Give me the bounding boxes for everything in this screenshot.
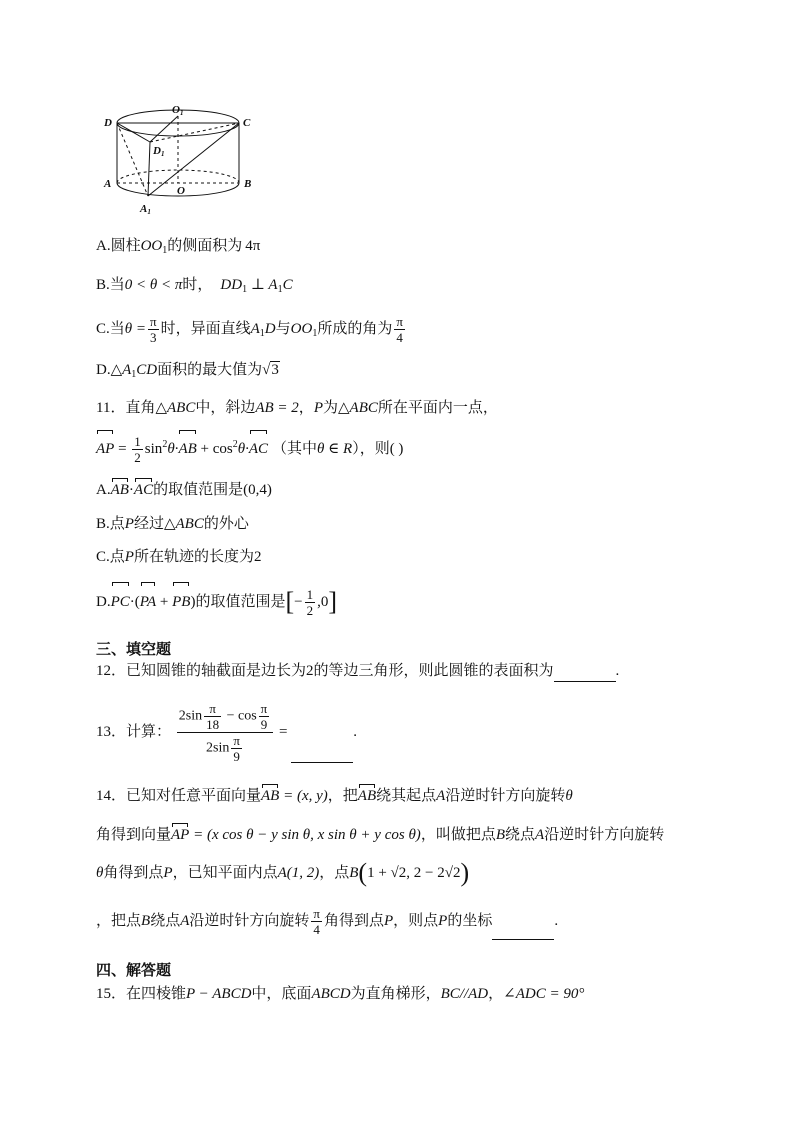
svg-text:O: [177, 185, 185, 197]
section-title-solutions: 四、解答题: [96, 961, 172, 979]
label-D1: D: [153, 145, 161, 157]
q11-option-c[interactable]: C.点P所在轨迹的长度为2: [96, 549, 262, 565]
answer-blank[interactable]: [492, 903, 554, 940]
q13: 13．计算： 2sin $\frac{\pi}{18}$ − cos $\frac{\pi}{9}$ 2sin $\frac{\pi}{9}$ = .: [96, 701, 357, 764]
label-B: B: [244, 178, 252, 190]
sqrt-symbol: √: [262, 362, 271, 378]
fraction-pi-4: $\frac{\pi}{4}$: [396, 314, 403, 346]
label-A1: A: [140, 203, 148, 215]
q14-line-3: θ角得到点P，已知平面内点A(1, 2)，点B(1 + √2, 2 − 2√2): [96, 858, 470, 887]
q10-option-a[interactable]: A.圆柱$OO_1$的侧面积为 4π: [96, 238, 261, 256]
q10-option-b[interactable]: B.当0 < θ < π时， $DD_1$ ⊥ $A_1C$: [96, 277, 293, 295]
vector-ap: AP: [96, 432, 114, 466]
section-title-fill-in: 三、填空题: [96, 640, 172, 658]
svg-text:D1: D1: [153, 145, 165, 158]
svg-text:C: [243, 117, 251, 129]
q15: 15．在四棱锥P − ABCD中，底面ABCD为直角梯形，BC//AD，∠ADC = 90°: [96, 986, 585, 1002]
svg-text:A: [103, 178, 111, 190]
q14-line-2: 角得到向量AP = (x cos θ − y sin θ, x sin θ + y cos θ)，叫做把点B绕点A沿逆时针方向旋转: [96, 827, 665, 843]
svg-text:A1: A1: [140, 203, 151, 216]
fraction-pi-3: $\frac{\pi}{3}$: [150, 314, 157, 346]
q11-stem: 11．直角△ABC中，斜边AB = 2，P为△ABC所在平面内一点，: [96, 400, 498, 416]
cylinder-figure: [98, 102, 268, 224]
q11-option-a[interactable]: A.AB·AC的取值范围是(0,4): [96, 482, 272, 498]
q14-line-4: ，把点B绕点A沿逆时针方向旋转 $\frac{\pi}{4}$ 角得到点P，则点P的坐标 .: [96, 903, 558, 940]
vector-ab: AB: [178, 432, 196, 466]
answer-blank[interactable]: [291, 702, 353, 763]
label-D: D: [104, 117, 112, 129]
label-A: A: [104, 178, 112, 190]
q10-option-d[interactable]: $D.\triangle A_1CD$面积的最大值为√3: [96, 362, 279, 380]
q11-option-d[interactable]: D.PC·(PA + PB)的取值范围是[− $\frac{1}{2}$ ,0]: [96, 584, 337, 620]
q13-fraction: 2sin $\frac{\pi}{18}$ − cos $\frac{\pi}{9}$ 2sin $\frac{\pi}{9}$: [177, 701, 273, 764]
q11-formula: AP = $\frac{1}{2}$ $\sin^2\theta\cdot AB + \cos^2\theta\cdot AC$ （其中θ ∈ R），则( ): [96, 428, 403, 466]
vector-ac: AC: [249, 432, 268, 466]
q14-line-1: 14．已知对任意平面向量AB = (x, y)，把AB绕其起点A沿逆时针方向旋转θ: [96, 788, 573, 804]
answer-blank[interactable]: [554, 661, 616, 682]
svg-text:O1: O1: [172, 104, 184, 117]
label-C: C: [243, 117, 251, 129]
svg-text:D: [103, 117, 112, 129]
q10-option-c[interactable]: C.当θ = $\frac{\pi}{3}$ 时，异面直线$A_1D$与$OO_1$所成的角为 $\frac{\pi}{4}$: [96, 314, 403, 346]
q12: 12．已知圆锥的轴截面是边长为2的等边三角形，则此圆锥的表面积为 .: [96, 661, 619, 682]
svg-text:B: [243, 178, 251, 190]
fraction-half: $\frac{1}{2}$: [134, 434, 141, 466]
label-O1: O: [172, 104, 180, 116]
q11-option-b[interactable]: B.点P经过△ABC的外心: [96, 516, 249, 532]
label-O: O: [177, 185, 185, 197]
